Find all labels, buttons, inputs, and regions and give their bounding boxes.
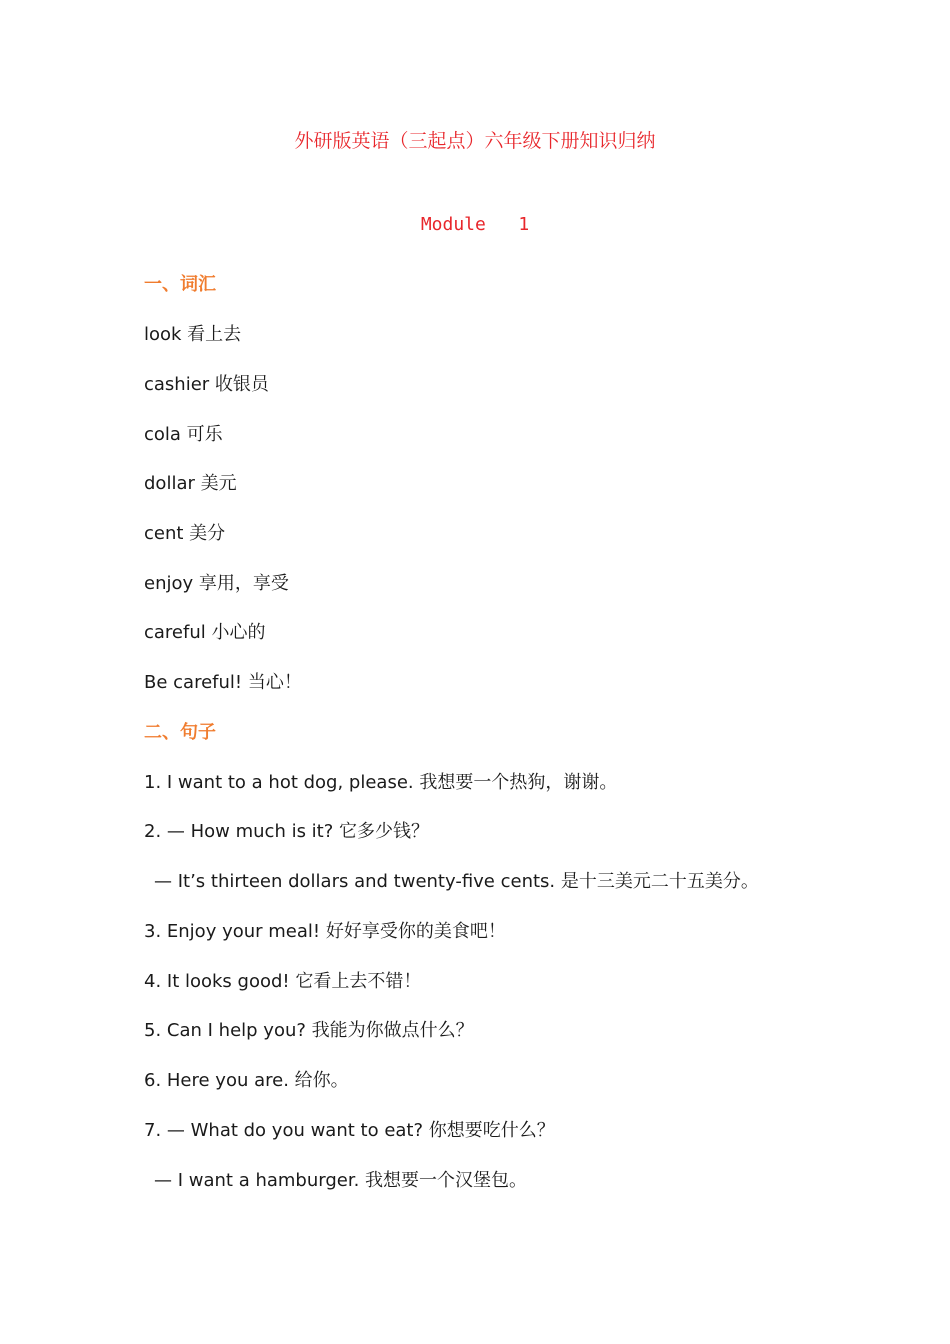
sentence-item: 6. Here you are. 给你。 [144,1070,349,1091]
module-title: Module 1 [420,214,530,235]
sentence-item: 2. — How much is it? 它多少钱？ [144,821,430,842]
vocab-item: look 看上去 [144,324,242,345]
sentence-item: 4. It looks good! 它看上去不错！ [144,971,422,992]
sentence-reply: — I want a hamburger. 我想要一个汉堡包。 [154,1170,528,1191]
vocab-item: cola 可乐 [144,424,223,445]
sentence-item: 1. I want to a hot dog, please. 我想要一个热狗，谢谢。 [144,772,618,793]
vocab-item: dollar 美元 [144,473,237,494]
vocab-item: careful 小心的 [144,622,266,643]
sentence-item: 3. Enjoy your meal! 好好享受你的美食吧！ [144,921,506,942]
sentence-item: 5. Can I help you? 我能为你做点什么？ [144,1020,474,1041]
vocab-item: Be careful! 当心！ [144,672,302,693]
sentence-reply: — It’s thirteen dollars and twenty-five cents. 是十三美元二十五美分。 [154,871,759,892]
vocab-item: enjoy 享用，享受 [144,573,289,594]
document-title: 外研版英语（三起点）六年级下册知识归纳 [294,130,656,152]
vocab-item: cashier 收银员 [144,374,269,395]
section-heading-vocabulary: 一、词汇 [144,274,216,295]
section-heading-sentences: 二、句子 [144,722,216,743]
vocab-item: cent 美分 [144,523,226,544]
sentence-item: 7. — What do you want to eat? 你想要吃什么？ [144,1120,555,1141]
